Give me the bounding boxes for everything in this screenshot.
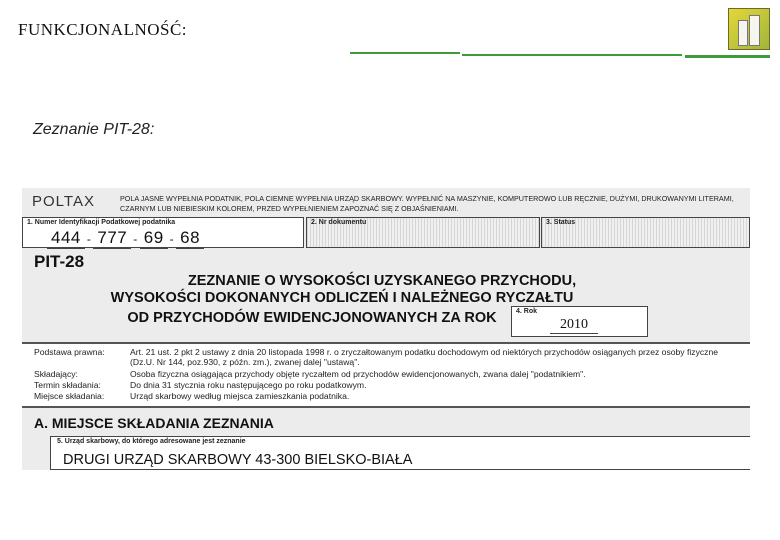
info-value: Art. 21 ust. 2 pkt 2 ustawy z dnia 20 listopada 1998 r. o zryczałtowanym podatku dochodowym od niektórych przychodów osiąganych przez osoby fizyczne (Dz.U. Nr 144, poz.930, z późn. zm.), zwanej dalej "ustawą".	[130, 347, 719, 367]
info-value: Urząd skarbowy według miejsca zamieszkania podatnika.	[130, 391, 350, 401]
info-value: Osoba fizyczna osiągająca przychody objęte ryczałtem od przychodów ewidencjonowanych, zwana dalej "podatnikiem".	[130, 369, 586, 379]
nip-part: 69	[140, 228, 168, 249]
info-key: Podstawa prawna:	[34, 347, 105, 357]
nip-part: 68	[176, 228, 204, 249]
poltax-brand: POLTAX	[32, 193, 95, 210]
nip-field	[22, 217, 304, 248]
form-instructions: POLA JASNE WYPEŁNIA PODATNIK, POLA CIEMNE WYPEŁNIA URZĄD SKARBOWY. WYPEŁNIĆ NA MASZYNIE, KOMPUTEROWO LUB RĘCZNIE, DUŻYMI, DRUKOWANYMI LITERAMI, CZARNYM LUB NIEBIESKIM KOLOREM, PRZED WYPEŁNIENIEM ZAPOZNAĆ SIĘ Z OBJAŚNIENIAMI.	[120, 194, 734, 213]
slide-subtitle: Zeznanie PIT-28:	[33, 121, 155, 138]
legal-info-block	[22, 342, 750, 408]
status-label: 3. Status	[546, 219, 576, 226]
status-field	[541, 217, 750, 248]
header-fields-row	[22, 217, 750, 248]
form-heading-line1: ZEZNANIE O WYSOKOŚCI UZYSKANEGO PRZYCHODU,	[187, 273, 577, 289]
year-value: 2010	[550, 317, 598, 334]
document-number-field	[306, 217, 540, 248]
year-field	[511, 306, 648, 337]
tax-office-field	[50, 436, 750, 470]
form-heading-line3: OD PRZYCHODÓW EWIDENCJONOWANYCH ZA ROK	[127, 310, 497, 326]
tax-office-value: DRUGI URZĄD SKARBOWY 43-300 BIELSKO-BIAŁA	[63, 452, 413, 468]
form-heading-line2: WYSOKOŚCI DOKONANYCH ODLICZEŃ I NALEŻNEGO RYCZAŁTU	[110, 290, 574, 306]
info-key: Miejsce składania:	[34, 391, 105, 401]
nip-part: 444	[47, 228, 85, 249]
slide-title: FUNKCJONALNOŚĆ:	[18, 20, 188, 39]
logo-icon	[728, 8, 770, 50]
info-key: Termin składania:	[34, 380, 101, 390]
pit28-form-image	[22, 188, 750, 470]
document-number-label: 2. Nr dokumentu	[311, 219, 367, 226]
decorative-line	[462, 54, 682, 56]
nip-label: 1. Numer Identyfikacji Podatkowej podatnika	[27, 219, 176, 226]
info-key: Składający:	[34, 369, 78, 379]
info-value: Do dnia 31 stycznia roku następującego po roku podatkowym.	[130, 380, 367, 390]
decorative-line	[685, 55, 770, 58]
nip-part: 777	[93, 228, 131, 249]
form-code: PIT-28	[34, 252, 85, 271]
decorative-line	[350, 52, 460, 54]
nip-value: 444 - 777 - 69 - 68	[47, 228, 204, 249]
section-a-heading: A. MIEJSCE SKŁADANIA ZEZNANIA	[34, 415, 274, 431]
year-label: 4. Rok	[516, 308, 538, 315]
tax-office-label: 5. Urząd skarbowy, do którego adresowane jest zeznanie	[57, 438, 246, 445]
